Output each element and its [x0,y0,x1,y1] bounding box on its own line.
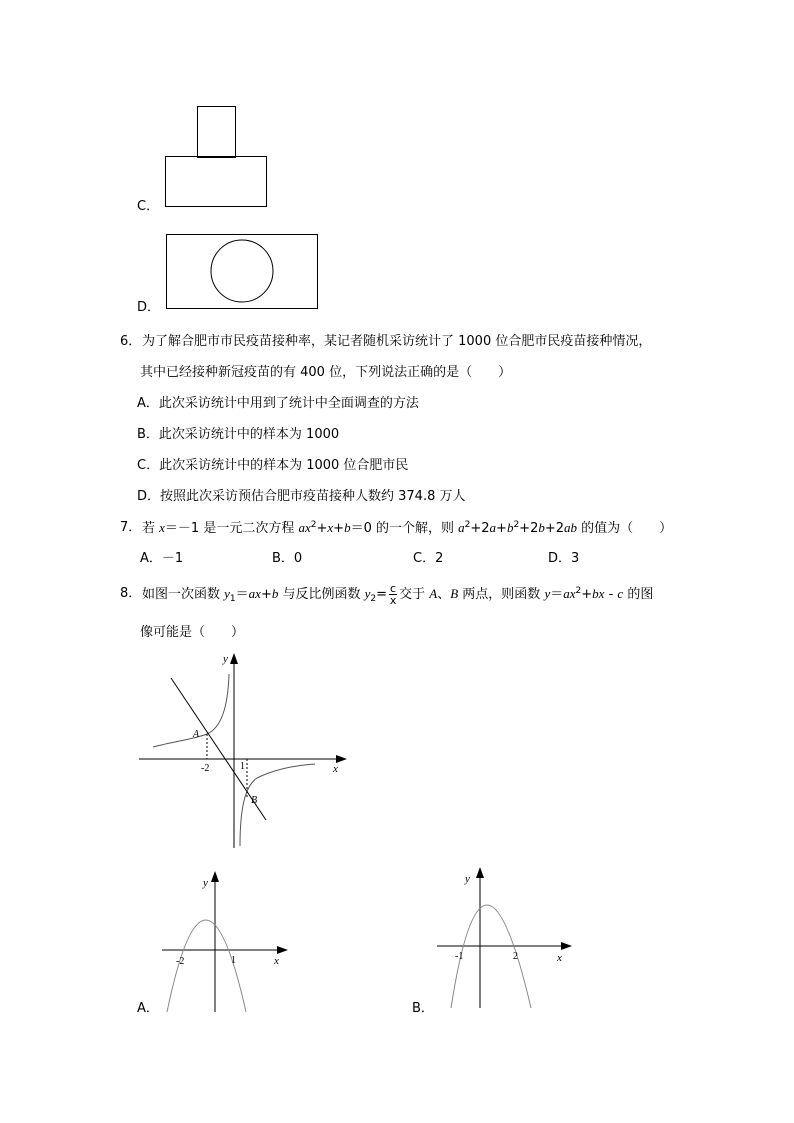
q8-stem-line1: 如图一次函数 $y_1=ax+b$ 与反比例函数 $y_2=$ $\frac{c}{x}$ 交于 A、B 两点，则函数 $y=ax^2+bx - c$ 的图 [142,582,654,607]
q8-option-a-label: A． [137,1001,159,1016]
tick-label-right: 2 [513,951,518,962]
q6-option-b: B．此次采访统计中的样本为 1000 [137,427,340,442]
q8-number: 8． [120,586,142,601]
outer-rect [167,235,318,309]
y-axis-label: y [465,873,470,885]
option-d-label: D． [137,300,161,315]
x-axis-label: x [557,952,562,964]
tick-label-neg2: -2 [201,763,210,774]
q7-option-c: C．2 [413,551,444,566]
q7-option-d: D．3 [548,551,580,566]
y-axis-arrow [211,871,219,882]
y-axis-label: y [203,877,208,889]
inner-circle [211,240,273,302]
y-axis-label: y [223,653,228,665]
x-axis-arrow [336,755,347,763]
option-c-label: C． [137,199,160,214]
x-axis-arrow [277,946,288,954]
x-axis-arrow [561,942,572,950]
q7-option-a: A．－1 [140,551,184,566]
tick-label-right: 1 [231,955,236,966]
point-b-label: B [251,795,258,806]
bottom-rect [166,157,267,207]
x-axis-label: x [274,955,279,967]
tick-label-left: -2 [176,956,185,967]
y-axis-arrow [476,867,484,878]
q8-stem-line2: 像可能是（ ） [140,625,245,640]
option-c-figure [162,104,272,209]
q7-stem: 若 x＝－1 是一元二次方程 $ax^2+x+b=0$ 的一个解，则 $a^2+2a+b^2+2b+2ab$ 的值为（ ） [142,520,673,536]
x-axis-label: x [333,763,338,775]
y-axis-arrow [230,653,238,664]
tick-label-left: -1 [455,951,464,962]
hyperbola-branch-left [153,674,229,747]
q7-number: 7． [120,520,142,535]
q6-option-a: A．此次采访统计中用到了统计中全面调查的方法 [137,396,419,411]
q6-number: 6． [120,334,142,349]
q6-option-d: D．按照此次采访预估合肥市疫苗接种人数约 374.8 万人 [137,489,466,504]
q8-main-graph [135,648,355,853]
tick-label-1: 1 [240,761,245,772]
option-d-figure [165,233,320,311]
q6-stem-line1: 为了解合肥市市民疫苗接种率，某记者随机采访统计了 1000 位合肥市民疫苗接种情况， [142,334,652,349]
top-rect [198,107,236,158]
q7-option-b: B．0 [272,551,303,566]
q6-option-c: C．此次采访统计中的样本为 1000 位合肥市民 [137,458,409,473]
q8-option-a-graph [158,868,298,1018]
q6-stem-line2: 其中已经接种新冠疫苗的有 400 位，下列说法正确的是（ ） [140,365,512,380]
fraction-c-over-x: $\frac{c}{x}$ [389,582,397,607]
point-a-label: A [193,729,200,740]
q8-option-b-label: B． [412,1001,434,1016]
q8-option-b-graph [435,864,580,1014]
